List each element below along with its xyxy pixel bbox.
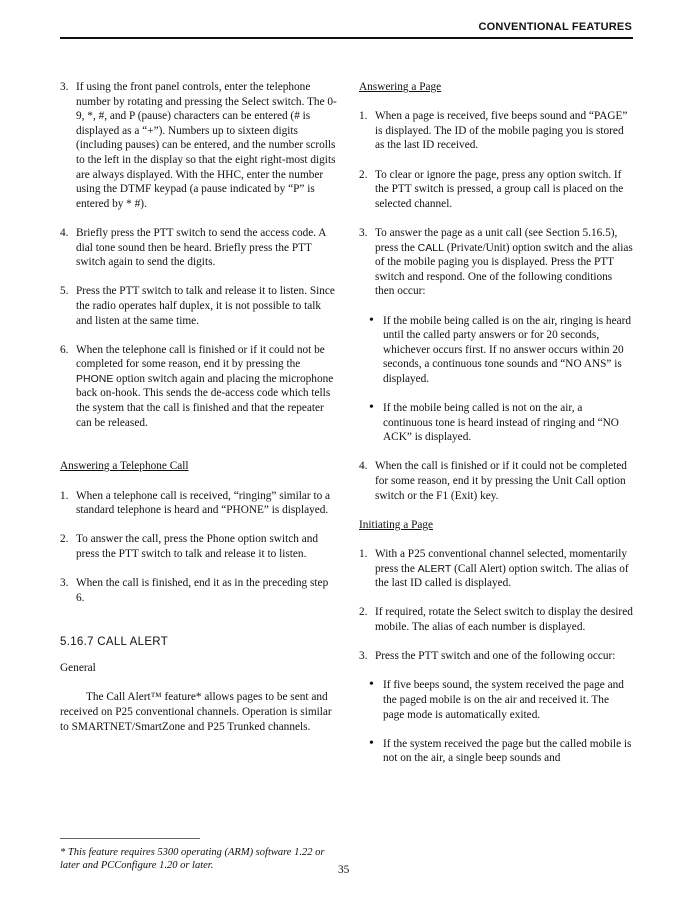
text-run: option switch again and placing the microphone back on-hook. This sends the de-access code which tells the system that the call is finished and that the repeater can be released.: [76, 372, 334, 429]
item-number: 4.: [60, 226, 69, 239]
keyword-alert: ALERT: [417, 562, 452, 575]
item-number: 1.: [60, 489, 69, 502]
item-number: 4.: [359, 460, 368, 473]
item-number: 1.: [359, 110, 368, 123]
footnote: * This feature requires 5300 operating (ARM) software 1.22 or later and PCConfigure 1.20 or later.: [60, 847, 325, 871]
item-number: 1.: [359, 548, 368, 560]
item-number: 2.: [359, 606, 368, 619]
item-number: 3.: [60, 577, 69, 590]
item-number: 3.: [359, 650, 368, 663]
keyword-phone: PHONE: [76, 372, 114, 385]
list-item: [359, 547, 633, 591]
section-heading-answering-page: Answering a Page: [359, 81, 442, 93]
item-text: If using the front panel controls, enter the telephone number by rotating and pressing the Select switch. The 0-9, *, #, and P (pause) characters can be entered (# is displayed as a “+”). Numbers up to sixteen digits (including pauses) can be entered, and the number scrolls to the left in the display so that the eight right-most digits are always displayed. With the HHC, enter the number using the DTMF keypad (a pause indicated by “P” is entered by * #).: [76, 81, 337, 210]
bullet-text: If the mobile being called is on the air, ringing is heard until the called party answers or for 20 seconds, whichever occurs first. If no answer occurs within 20 seconds, a continuous tone sounds and “NO ANS” is displayed.: [383, 314, 632, 385]
section-heading-call-alert: 5.16.7 CALL ALERT: [60, 635, 169, 648]
list-item: [60, 284, 338, 328]
item-text: When a telephone call is received, “ringing” similar to a standard telephone is heard and “PHONE” is displayed.: [76, 489, 331, 517]
section-heading-answering-call: Answering a Telephone Call: [60, 460, 189, 473]
item-text: When the call is finished, end it as in the preceding step 6.: [76, 577, 329, 604]
list-item: [359, 109, 633, 153]
bullet-item: [369, 678, 633, 722]
footnote-rule: [60, 838, 200, 839]
item-number: 2.: [359, 168, 368, 181]
list-item: [60, 343, 338, 431]
item-text: Press the PTT switch to talk and release it to listen. Since the radio operates half duplex, it is not possible to talk and listen at the same time.: [76, 285, 335, 327]
item-number: 3.: [359, 226, 368, 239]
text-run: To answer the page as a unit call (see Section 5.16.5), press the: [375, 226, 618, 254]
item-text: If required, rotate the Select switch to display the desired mobile. The alias of each number is displayed.: [375, 606, 633, 633]
bullet-item: [369, 401, 633, 445]
bullet-icon: •: [369, 400, 374, 416]
bullet-text: If five beeps sound, the system received the page and the paged mobile is on the air and received it. The page mode is automatically exited.: [383, 679, 624, 721]
list-item: [359, 459, 633, 503]
list-item: [60, 576, 338, 605]
item-text: [76, 343, 338, 431]
bullet-item: [369, 737, 633, 766]
item-text: Briefly press the PTT switch to send the access code. A dial tone sound then be heard. Briefly press the PTT switch again to send the digits.: [76, 226, 326, 269]
list-item: [359, 168, 633, 212]
text-run: (Call Alert) option switch. The alias of the last ID called is displayed.: [375, 562, 629, 590]
item-text: When the call is finished or if it could not be completed for some reason, end it by pressing the Unit Call option switch or the F1 (Exit) key.: [375, 460, 627, 502]
right-column: [359, 80, 633, 781]
list-item: [359, 649, 633, 664]
list-item: [359, 605, 633, 634]
keyword-call: CALL: [417, 241, 444, 254]
bullet-icon: •: [369, 677, 374, 693]
item-text: To clear or ignore the page, press any option switch. If the PTT switch is pressed, a group call is placed on the selected channel.: [375, 168, 624, 210]
page-number: 35: [338, 864, 350, 876]
header-rule: [60, 37, 633, 39]
running-header: CONVENTIONAL FEATURES: [478, 21, 632, 33]
left-column: [60, 80, 338, 749]
bullet-icon: •: [369, 735, 374, 751]
item-text: When a page is received, five beeps sound and “PAGE” is displayed. The ID of the mobile paging you is stored as the last ID received.: [375, 110, 628, 152]
item-number: 5.: [60, 285, 69, 298]
call-alert-paragraph: The Call Alert™ feature* allows pages to be sent and received on P25 conventional channels. Operation is similar to SMARTNET/SmartZone and P25 Trunked channels.: [60, 691, 332, 733]
text-run: When the telephone call is finished or if it could not be completed for some reason, end it by pressing the: [76, 343, 325, 371]
list-item: [60, 532, 338, 561]
item-number: 2.: [60, 533, 69, 546]
item-text: [375, 547, 633, 591]
text-run: (Private/Unit) option switch and the alias of the mobile paging you is displayed. Press the PTT switch and respond. One of the following conditions then occur:: [375, 241, 633, 298]
bullet-icon: •: [369, 312, 374, 328]
text-run: With a P25 conventional channel selected, momentarily press the: [375, 548, 628, 575]
list-item: [60, 489, 338, 518]
item-number: 3.: [60, 81, 69, 93]
list-item: [60, 80, 338, 211]
item-text: To answer the call, press the Phone option switch and press the PTT switch to talk and release it to listen.: [76, 533, 319, 560]
bullet-item: [369, 314, 633, 387]
subheading-general: General: [60, 662, 96, 675]
item-text: Press the PTT switch and one of the following occur:: [375, 650, 616, 663]
bullet-text: If the mobile being called is not on the air, a continuous tone is heard instead of ringing and “NO ACK” is displayed.: [383, 402, 619, 444]
list-item: [359, 226, 633, 299]
list-item: [60, 226, 338, 270]
section-heading-initiating-page: Initiating a Page: [359, 518, 434, 531]
item-text: [375, 226, 633, 299]
item-number: 6.: [60, 343, 69, 356]
bullet-text: If the system received the page but the called mobile is not on the air, a single beep sounds and: [383, 737, 632, 765]
